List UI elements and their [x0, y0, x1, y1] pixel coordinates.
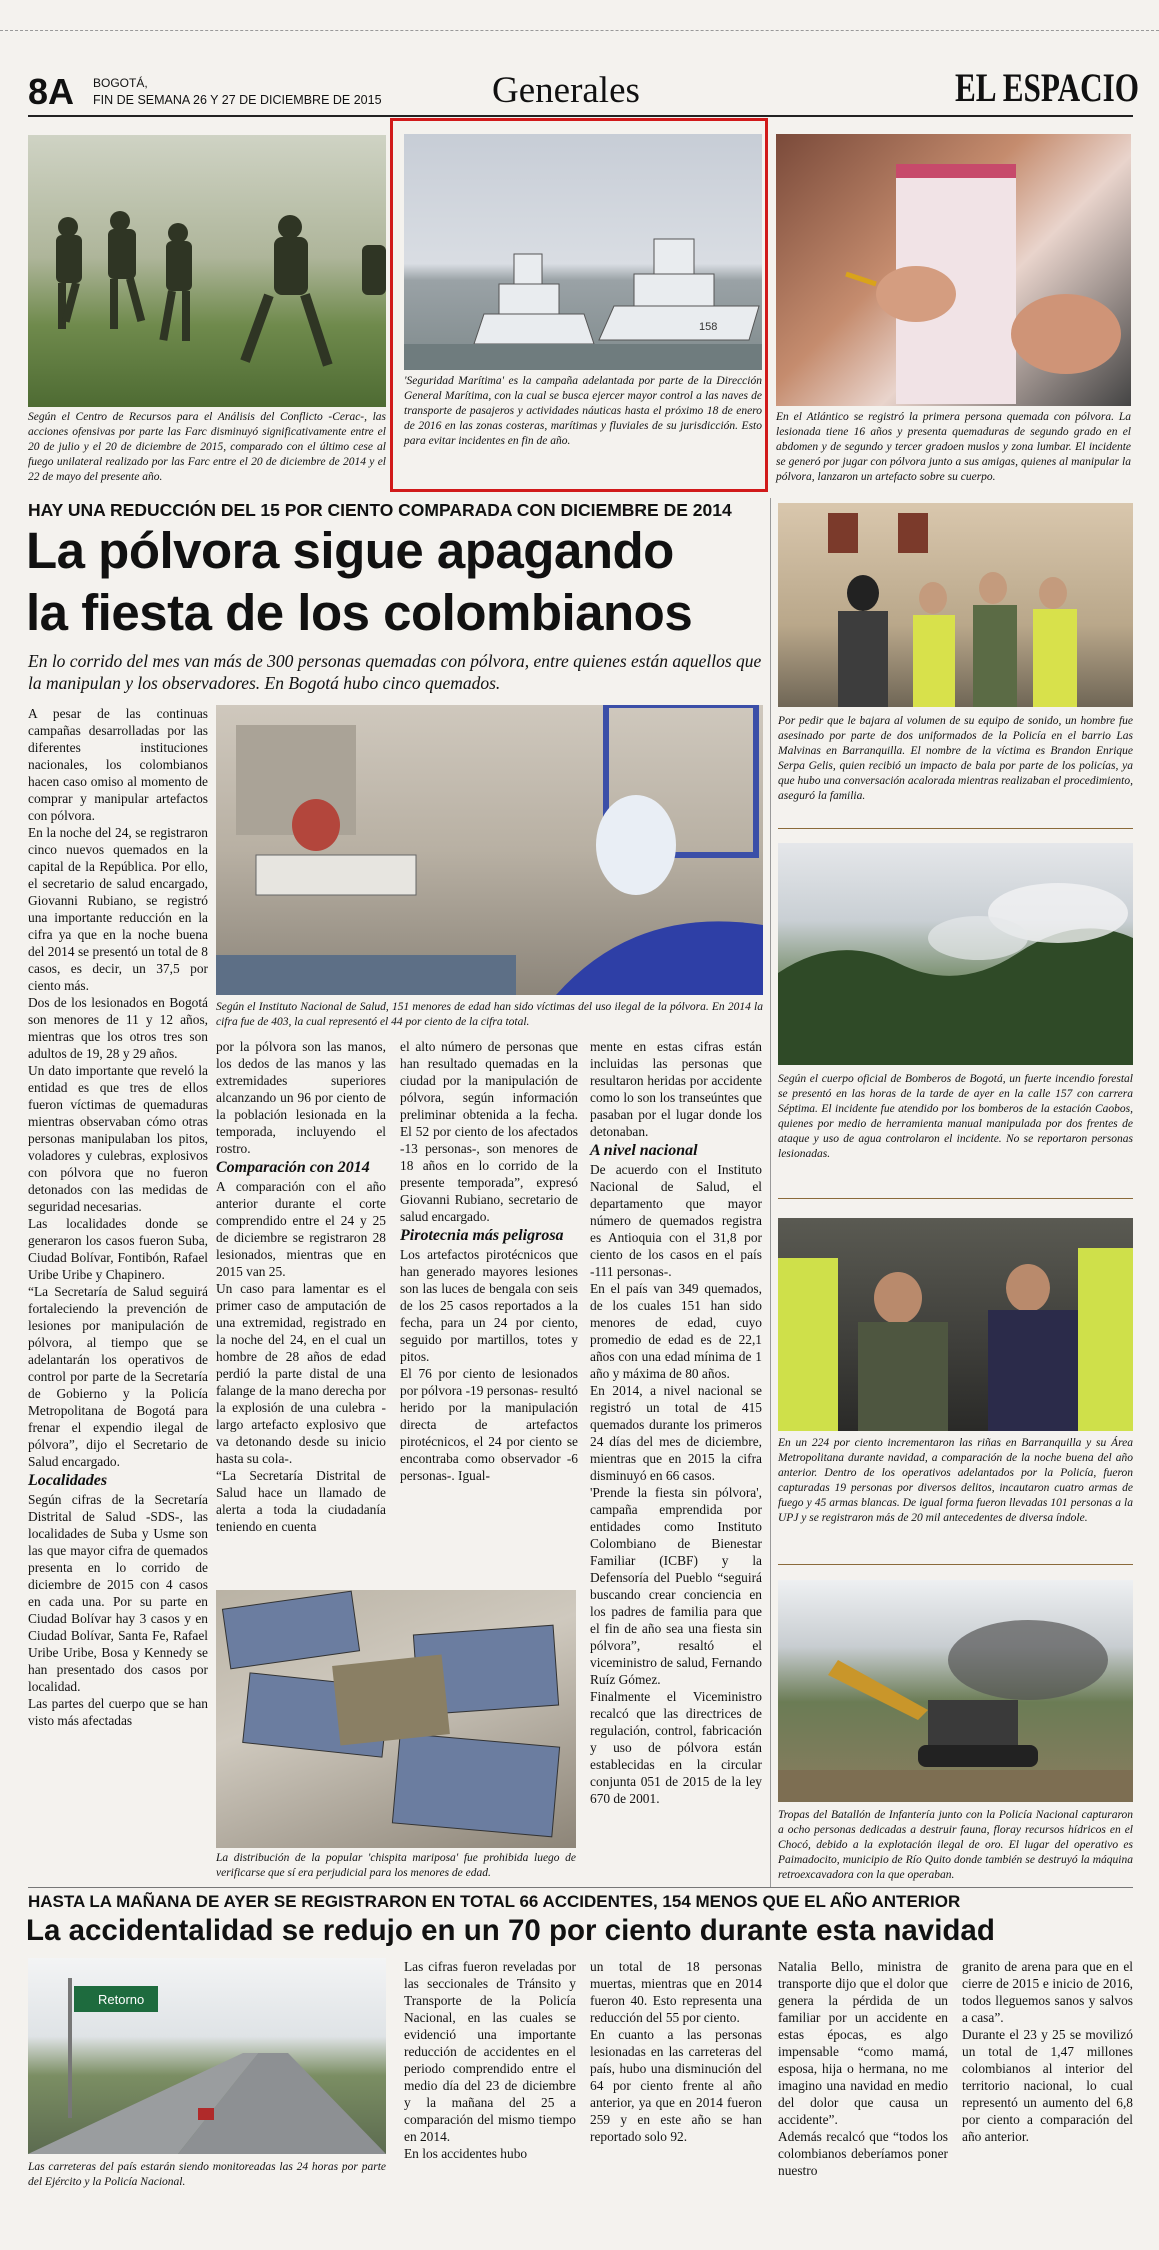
main-headline-2: la fiesta de los colombianos: [26, 584, 693, 641]
bottom-column-3: [778, 1958, 948, 2179]
subhead-localidades: Localidades: [28, 1472, 108, 1489]
soldiers-caption: Según el Centro de Recursos para el Análisis del Conflicto -Cerac-, las acciones ofensivas por parte las Farc disminuyó significativamente entre el 20 de julio y el 20 de diciembre de 2015, comparado con el último cese al fuego unilateral realizado por las Farc entre el 20 de diciembre de 2014 y el 22 de mayo del presente año.: [28, 411, 386, 483]
excavator-photo: [778, 1580, 1133, 1802]
bottom-column-1: [404, 1958, 576, 2162]
bottom-column-4: [962, 1958, 1133, 2145]
section-title: Generales: [492, 70, 640, 111]
subhead-nacional: A nivel nacional: [590, 1142, 698, 1159]
page-number: 8A: [28, 71, 75, 112]
police-caption: Por pedir que le bajara al volumen de su equipo de sonido, un hombre fue asesinado por parte de dos uniformados de la Policía en el barrio Las Malvinas en Barranquilla. El nombre de la víctima es Brandon Enrique Serpa Gelis, quien recibió un impacto de bala por parte de los policías, ya que hubo una conversación acalorada mientras realizaban el procedimiento, aseguró la familia.: [778, 715, 1133, 802]
bottom-kicker: HASTA LA MAÑANA DE AYER SE REGISTRARON EN TOTAL 66 ACCIDENTES, 154 MENOS QUE EL AÑO ANTERIOR: [28, 1892, 961, 1911]
paragraph: En los accidentes hubo: [404, 2146, 528, 2161]
police-photo: [778, 503, 1133, 707]
paragraph: El 76 por ciento de lesionados por pólvora -19 personas- resultó herido por la manipulación directa de artefactos pirotécnicos, el 24 por ciento se encontraba como observador -6 personas-. Igual-: [400, 1366, 578, 1483]
paragraph: un total de 18 personas muertas, mientras que en 2014 fueron 40. Esto representa una reducción del 55 por ciento.: [590, 1959, 762, 2025]
paragraph: Además recalcó que “todos los colombianos deberíamos poner nuestro: [778, 2129, 948, 2178]
road-caption: Las carreteras del país estarán siendo monitoreadas las 24 horas por parte del Ejército y la Policía Nacional.: [28, 2161, 386, 2188]
paragraph: De acuerdo con el Instituto Nacional de Salud, el departamento que mayor número de quemados registra es Antioquia con el 31,8 por ciento de los casos en el país -111 personas-.: [590, 1162, 762, 1279]
paragraph: 'Prende la fiesta sin pólvora', campaña emprendida por entidades como Instituto Colombiano de Bienestar Familiar (ICBF) y la Defensoría del Pueblo “seguirá buscando crear conciencia en los padres de familia para que el fin de año sea una fiesta sin pólvora”, resaltó el viceministro de salud, Fernando Ruíz Gómez.: [590, 1485, 762, 1687]
hospital-caption: Según el Instituto Nacional de Salud, 151 menores de edad han sido víctimas del uso ilegal de la pólvora. En 2014 la cifra fue de 403, la cual representó el 44 por ciento de la cifra total.: [216, 1001, 763, 1028]
ships-caption: 'Seguridad Marítima' es la campaña adelantada por parte de la Dirección General Marítima, con la cual se busca ejercer mayor control a las naves de transporte de pasajeros y actividades náuticas hasta el próximo 18 de enero de 2016 en las zonas costeras, marítimas y fluviales de su jurisdicción. Esto para evitar incidentes en fin de año.: [404, 375, 762, 447]
paragraph: Las partes del cuerpo que se han visto más afectadas: [28, 1696, 208, 1728]
paragraph: Durante el 23 y 25 se movilizó un total de 1,47 millones colombianos al interior del territorio nacional, lo cual representó un aumento del 6,8 por ciento a comparación del año anterior.: [962, 2027, 1133, 2144]
paragraph: mente en estas cifras están incluidas las personas que resultaron heridas por accidente como lo son los transeúntes que pasaban por el lugar donde los detonaban.: [590, 1039, 762, 1139]
forest-fire-photo: [778, 843, 1133, 1065]
subhead-comparacion: Comparación con 2014: [216, 1159, 370, 1176]
burn-victim-caption: En el Atlántico se registró la primera persona quemada con pólvora. La lesionada tiene 16 años y presenta quemaduras de segundo grado en el abdomen y de segundo y tercer gradoen muslos y zona lumbar. El incidente se generó por jugar con pólvora junto a sus amigas, quienes al manipular la pólvora, lanzaron un artefacto sobre su cuerpo.: [776, 411, 1131, 483]
road-photo: [28, 1958, 386, 2154]
paragraph: En cuanto a las personas lesionadas en las carreteras del país, hubo una disminución del 64 por ciento frente al año anterior, ya que en 2014 fueron 259 y en este año se han reportado solo 92.: [590, 2027, 762, 2144]
sidebar-divider: [778, 1564, 1133, 1565]
main-lede: En lo corrido del mes van más de 300 personas quemadas con pólvora, entre quienes están aquellos que la manipulan y los observadores. En Bogotá hubo cinco quemados.: [28, 651, 762, 693]
sidebar-divider: [778, 828, 1133, 829]
forest-fire-caption: Según el cuerpo oficial de Bomberos de Bogotá, un fuerte incendio forestal se presentó en las horas de la tarde de ayer en la calle 157 con carrera Séptima. El incidente fue atendido por los bomberos de la estación Caobos, quienes por medio de herramienta manual manipulada por dos frentes de ataque y uso de agua controlaron el incidente. No se reportaron personas lesionadas.: [778, 1073, 1133, 1160]
sidebar-divider: [778, 1198, 1133, 1199]
main-column-3: [400, 1038, 578, 1484]
main-column-4: [590, 1038, 762, 1807]
paragraph: Un dato importante que reveló la entidad es que tres de ellos fueron víctimas de quemaduras mientras observaban cómo otras personas manipulaban los pitos, voladores y culebras, explosivos con pólvora que no fueron detonados con las medidas de seguridad necesarias.: [28, 1063, 208, 1214]
brawl-caption: En un 224 por ciento incrementaron las riñas en Barranquilla y su Área Metropolitana durante navidad, a comparación de la noche buena del año anterior. Dentro de los operativos adelantados por la Policía, fueron capturadas 19 personas por diversos delitos, incautaron cuatro armas de fuego y 45 armas blancas. De igual forma fueron llevadas 101 personas a la UPJ y se registraron más de 20 mil antecedentes de diversa índole.: [778, 1437, 1133, 1524]
paragraph: “La Secretaría Distrital de Salud hace un llamado de alerta a toda la ciudadanía teniendo en cuenta: [216, 1468, 386, 1534]
highlight-box: [390, 118, 768, 492]
paragraph: A pesar de las continuas campañas desarrolladas por las diferentes instituciones nacionales, los colombianos hacen caso omiso al momento de comprar y manipular artefactos con pólvora.: [28, 706, 208, 823]
bottom-headline: La accidentalidad se redujo en un 70 por ciento durante esta navidad: [26, 1914, 995, 1947]
paragraph: granito de arena para que en el cierre de 2015 e inicio de 2016, todos lleguemos sanos y salvos a casa”.: [962, 1959, 1133, 2025]
burn-victim-photo: [776, 134, 1131, 406]
paragraph: A comparación con el año anterior durante el corte comprendido entre el 24 y 25 de diciembre se registraron 28 lesionados, mientras que en 2015 van 25.: [216, 1179, 386, 1279]
sidebar-separator: [770, 498, 771, 1888]
paragraph: “La Secretaría de Salud seguirá fortaleciendo la prevención de lesiones por manipulación de pólvora, al tiempo que se adelantarán los operativos de control por parte de la Secretaría de Gobierno y la Policía Metropolitana de Bogotá para frenar el expendio ilegal de pólvora”, dijo el Secretario de Salud encargado.: [28, 1284, 208, 1469]
paragraph: Las localidades donde se generaron los casos fueron Suba, Ciudad Bolívar, Fontibón, Rafael Uribe Uribe y Chapinero.: [28, 1216, 208, 1282]
header-rule: [28, 115, 1133, 117]
paragraph: En 2014, a nivel nacional se registró un total de 415 quemados durante los primeros 24 días del mes de diciembre, mientras que en 2015 la cifra disminuyó en 66 casos.: [590, 1383, 762, 1483]
paragraph: Natalia Bello, ministra de transporte dijo que el dolor que genera la pérdida de un familiar por un accidente en estas épocas, es algo impensable “como mamá, esposa, hija o hermana, no me imagino una navidad en medio del dolor que causa un accidente”.: [778, 1959, 948, 2127]
paragraph: Las cifras fueron reveladas por las seccionales de Tránsito y Transporte de la Policía Nacional, en las cuales se evidenció una importante reducción de accidentes en el periodo comprendido entre el medio día del 23 de diciembre y la mañana del 25 a comparación del mismo tiempo en 2014.: [404, 1959, 576, 2144]
fireworks-photo: [216, 1590, 576, 1848]
paragraph: En la noche del 24, se registraron cinco nuevos quemados en la capital de la República. Por ello, el secretario de salud encargado, Giovanni Rubiano, se registró una importante reducción en la cifra ya que en la noche buena del 2014 se presentó un total de 8 casos, es decir, un 37,5 por ciento más.: [28, 825, 208, 993]
header-city: BOGOTÁ,: [93, 76, 148, 90]
scan-noise-line: [0, 30, 1159, 32]
paragraph: el alto número de personas que han resultado quemadas en la ciudad por la manipulación de pólvora, según información preliminar obtenida a la fecha. El 52 por ciento de los afectados -13 personas-, son menores de 18 años en lo corrido de la presente temporada”, expresó Giovanni Rubiano, secretario de salud encargado.: [400, 1039, 578, 1224]
masthead-logo: EL ESPACIO: [955, 65, 1140, 110]
paragraph: por la pólvora son las manos, los dedos de las manos y las extremidades superiores alcanzando un 96 por ciento de la población lesionada en la temporada, incluyendo el rostro.: [216, 1039, 386, 1156]
brawl-photo: [778, 1218, 1133, 1431]
header-date: FIN DE SEMANA 26 Y 27 DE DICIEMBRE DE 2015: [93, 93, 382, 107]
subhead-pirotecnia: Pirotecnia más peligrosa: [400, 1227, 564, 1244]
soldiers-photo: [28, 135, 386, 407]
paragraph: Según cifras de la Secretaría Distrital de Salud -SDS-, las localidades de Suba y Usme son las que mayor cifra de quemados presenta en lo corrido de diciembre de 2015 con 4 casos en cada una. Por su parte en Ciudad Bolívar hay 3 casos y en Ciudad Bolívar, Santa Fe, Rafael Uribe Uribe, Bosa y Kennedy se han presentado dos casos por localidad.: [28, 1492, 208, 1694]
fireworks-caption: La distribución de la popular 'chispita mariposa' fue prohibida luego de verificarse que sí era perjudicial para los menores de edad.: [216, 1852, 576, 1879]
paragraph: Finalmente el Viceministro recalcó que las directrices de regulación, control, fabricación y uso de pólvora están establecidas en la circular conjunta 051 de 2015 de la ley 670 de 2001.: [590, 1689, 762, 1806]
main-headline-1: La pólvora sigue apagando: [26, 522, 674, 579]
paragraph: Un caso para lamentar es el primer caso de amputación de una extremidad, registrado en la noche del 24, en el cual un hombre de 28 años de edad perdió la parte distal de una falange de la mano derecha por la explosión de una culebra -largo artefacto explosivo que va detonando desde su inicio hasta su cola-.: [216, 1281, 386, 1466]
bottom-column-2: [590, 1958, 762, 2145]
svg-text:158: 158: [699, 321, 718, 333]
excavator-caption: Tropas del Batallón de Infantería junto con la Policía Nacional capturaron a ocho personas dedicadas a destruir fauna, floray recursos hídricos en el Chocó, debido a la explotación ilegal de oro. El lugar del operativo es Paimadocito, municipio de Río Quito donde también se destruyó la máquina retroexcavadora con la que operaban.: [778, 1809, 1133, 1881]
paragraph: Dos de los lesionados en Bogotá son menores de 11 y 12 años, mientras que los otros tres son adultos de 19, 28 y 29 años.: [28, 995, 208, 1061]
hospital-photo: [216, 705, 763, 995]
paragraph: Los artefactos pirotécnicos que han generado mayores lesiones son las luces de bengala con seis de los 25 casos reportados a la fecha, para un 24 por ciento, seguido por martillos, totes y pitos.: [400, 1247, 578, 1364]
main-kicker: HAY UNA REDUCCIÓN DEL 15 POR CIENTO COMPARADA CON DICIEMBRE DE 2014: [28, 500, 732, 520]
bottom-story-rule: [28, 1887, 1133, 1888]
main-column-2: [216, 1038, 386, 1535]
road-sign-text: Retorno: [98, 1992, 145, 2007]
main-column-1: [28, 705, 208, 1729]
paragraph: En el país van 349 quemados, de los cuales 151 han sido menores de edad, cuyo promedio de edad es de 22,1 años con una edad mínima de 1 año y máxima de 80 años.: [590, 1281, 762, 1381]
